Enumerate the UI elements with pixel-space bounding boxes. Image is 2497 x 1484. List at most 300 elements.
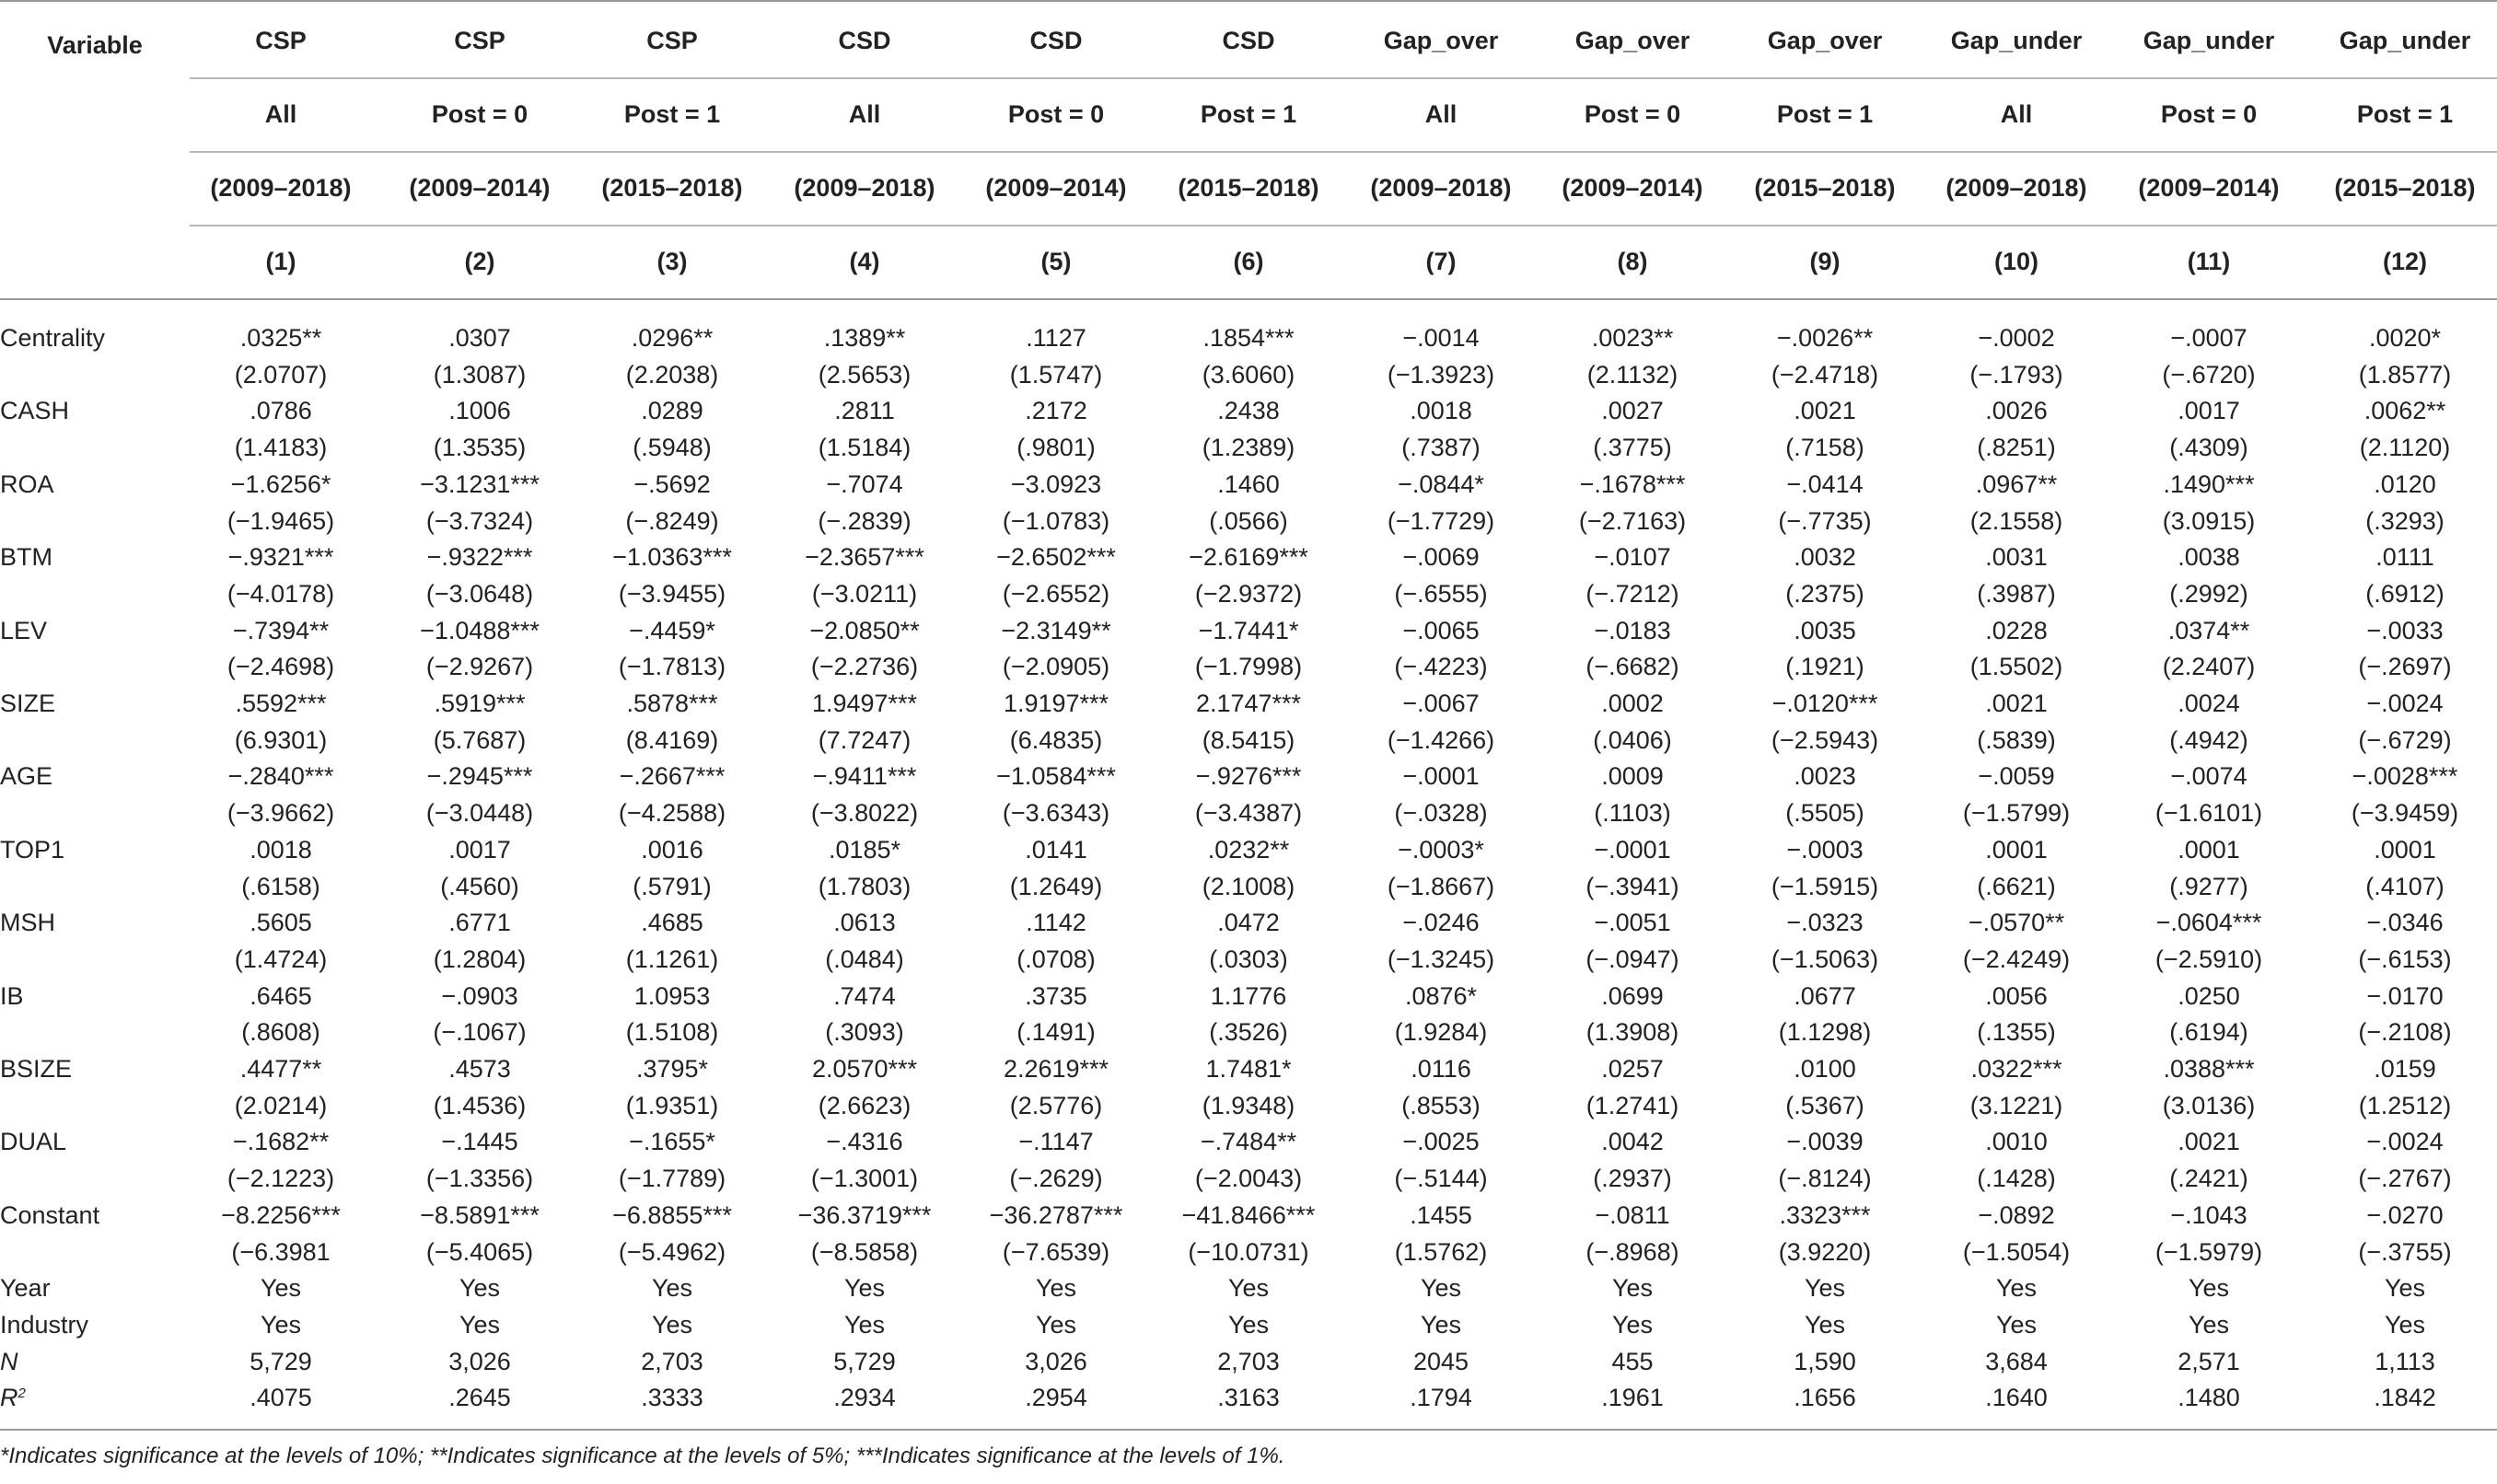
dependent-variable-header: Gap_over <box>1767 27 1883 54</box>
table-cell: (−10.0731) <box>1188 1237 1309 1266</box>
table-cell: −.1445 <box>441 1128 518 1156</box>
table-cell: (1.9351) <box>625 1091 719 1119</box>
row-label <box>0 904 55 941</box>
table-cell: (−.8124) <box>1778 1165 1872 1193</box>
table-cell: .0062** <box>2363 397 2446 425</box>
table-cell: (2.1558) <box>1969 506 2063 535</box>
table-cell: (.4107) <box>2365 872 2445 900</box>
table-row <box>0 612 2497 649</box>
table-cell: (−.2108) <box>2358 1018 2452 1047</box>
table-cell: (1.4183) <box>234 434 328 462</box>
table-cell: .0031 <box>1985 543 2048 572</box>
table-cell: −.0246 <box>1402 909 1480 937</box>
table-cell: (7.7247) <box>818 725 912 754</box>
table-cell: .1640 <box>1985 1384 2048 1412</box>
table-cell: (.5505) <box>1785 799 1864 828</box>
table-row <box>0 1306 2497 1343</box>
table-row <box>0 392 2497 429</box>
table-row <box>0 503 2497 539</box>
table-cell: (−5.4065) <box>425 1237 534 1266</box>
row-label <box>0 319 105 356</box>
table-cell: (3.0136) <box>2162 1091 2256 1119</box>
table-cell: .3735 <box>1025 981 1087 1010</box>
table-cell: (1.9284) <box>1394 1018 1488 1047</box>
table-row <box>0 539 2497 575</box>
table-cell: .0472 <box>1217 909 1280 937</box>
table-cell: (−2.4698) <box>226 653 335 681</box>
table-cell: Yes <box>843 1274 886 1303</box>
table-cell: (.5948) <box>633 434 712 462</box>
table-cell: Yes <box>1420 1310 1462 1339</box>
table-cell: (1.2389) <box>1202 434 1295 462</box>
table-cell: .2811 <box>834 397 895 425</box>
table-cell: −36.2787*** <box>989 1200 1123 1229</box>
table-cell: (−3.9455) <box>618 579 726 608</box>
table-cell: (.5839) <box>1977 725 2056 754</box>
table-cell: .0021 <box>1794 397 1856 425</box>
column-number-header: (9) <box>1809 248 1841 275</box>
table-cell: .0786 <box>250 397 312 425</box>
table-cell: .2934 <box>833 1384 896 1412</box>
table-cell: .5605 <box>250 909 312 937</box>
table-cell: (−6.3981 <box>231 1237 331 1266</box>
row-label-text: R <box>0 1384 18 1412</box>
row-label <box>0 1197 99 1234</box>
table-cell: −.0067 <box>1402 690 1480 717</box>
table-cell: −.0892 <box>1978 1200 2055 1229</box>
table-cell: .0677 <box>1794 981 1856 1010</box>
table-cell: −.9276*** <box>1195 762 1302 791</box>
table-cell: (3.1221) <box>1969 1091 2063 1119</box>
table-cell: (.6194) <box>2169 1018 2248 1047</box>
table-cell: −3.0923 <box>1010 470 1102 498</box>
sample-header: All <box>2000 100 2033 128</box>
table-cell: (2.0707) <box>234 360 328 388</box>
column-number-header: (10) <box>1993 248 2038 275</box>
table-cell: Yes <box>1035 1274 1077 1303</box>
header-row-sample <box>0 77 2497 151</box>
table-cell: (−.1067) <box>433 1018 527 1047</box>
table-cell: −2.6502*** <box>996 543 1116 572</box>
period-header: (2009–2018) <box>794 174 935 202</box>
table-cell: (.0708) <box>1016 945 1096 973</box>
dependent-variable-header: Gap_over <box>1574 27 1690 54</box>
table-cell: .2645 <box>448 1384 511 1412</box>
table-cell: −.0065 <box>1402 616 1480 644</box>
table-cell: −.0074 <box>2170 762 2247 791</box>
table-cell: (.1103) <box>1594 799 1671 828</box>
table-cell: .4685 <box>641 909 703 937</box>
table-cell: (3.9220) <box>1778 1237 1872 1266</box>
table-row <box>0 685 2497 722</box>
table-cell: (.0566) <box>1209 506 1288 535</box>
table-cell: .0967** <box>1975 470 2058 498</box>
table-cell: 455 <box>1611 1347 1654 1375</box>
table-cell: .3333 <box>641 1384 703 1412</box>
table-cell: (−2.5943) <box>1771 725 1879 754</box>
row-label-text: DUAL <box>0 1128 67 1156</box>
table-cell: (−.6555) <box>1394 579 1488 608</box>
table-cell: .0100 <box>1794 1055 1856 1083</box>
table-cell: −.0001 <box>1594 835 1671 864</box>
sample-header: Post = 1 <box>1200 100 1297 128</box>
table-cell: (−3.7324) <box>425 506 534 535</box>
table-cell: (−1.7813) <box>618 653 726 681</box>
table-cell: (1.5762) <box>1394 1237 1488 1266</box>
table-cell: −.0007 <box>2170 324 2247 352</box>
table-cell: 1,113 <box>2375 1347 2435 1375</box>
table-cell: .0232** <box>1207 835 1290 864</box>
table-row <box>0 1234 2497 1270</box>
table-cell: .2172 <box>1025 397 1087 425</box>
bottom-rule <box>0 1429 2497 1431</box>
table-cell: (−3.0211) <box>811 579 918 608</box>
table-cell: .0038 <box>2178 543 2240 572</box>
table-cell: (−2.5910) <box>2154 945 2263 973</box>
table-cell: .0185* <box>828 835 901 864</box>
header-bottom-rule <box>0 298 2497 300</box>
dependent-variable-header: CSD <box>838 27 891 54</box>
table-cell: (−2.1223) <box>226 1165 335 1193</box>
table-cell: (.0484) <box>825 945 904 973</box>
table-cell: 3,684 <box>1985 1347 2048 1375</box>
table-cell: (−.2767) <box>2358 1165 2452 1193</box>
table-cell: .0018 <box>250 835 312 864</box>
table-cell: (2.6623) <box>818 1091 912 1119</box>
table-cell: (−2.6552) <box>1002 579 1110 608</box>
table-cell: .0002 <box>1601 690 1664 717</box>
table-cell: −.0033 <box>2366 616 2444 644</box>
table-cell: 2,571 <box>2178 1347 2240 1375</box>
period-header: (2009–2014) <box>985 174 1127 202</box>
table-cell: .0024 <box>2178 690 2240 717</box>
table-cell: −.0026** <box>1776 324 1874 352</box>
table-cell: (−1.7998) <box>1194 653 1303 681</box>
table-cell: (−.7212) <box>1585 579 1679 608</box>
row-label <box>0 1379 26 1416</box>
table-cell: (−4.0178) <box>226 579 335 608</box>
table-cell: 2.2619*** <box>1003 1055 1109 1083</box>
column-number-header: (12) <box>2382 248 2427 275</box>
period-header: (2009–2014) <box>2138 174 2280 202</box>
table-cell: (1.5108) <box>625 1018 719 1047</box>
table-cell: .4573 <box>448 1055 511 1083</box>
table-cell: (−.3755) <box>2358 1237 2452 1266</box>
table-cell: (−.6729) <box>2358 725 2452 754</box>
table-cell: −.0014 <box>1402 324 1480 352</box>
table-cell: −.0604*** <box>2155 909 2262 937</box>
dependent-variable-header: Gap_under <box>1950 27 2083 54</box>
table-cell: (−.6720) <box>2162 360 2256 388</box>
table-cell: −.0002 <box>1978 324 2055 352</box>
table-cell: −36.3719*** <box>797 1200 932 1229</box>
table-cell: (1.5184) <box>818 434 912 462</box>
table-cell: −.0039 <box>1786 1128 1864 1156</box>
table-cell: −1.6256* <box>230 470 331 498</box>
table-row <box>0 831 2497 868</box>
table-cell: .5878*** <box>626 690 718 717</box>
table-cell: .1142 <box>1026 909 1086 937</box>
table-cell: (−2.9267) <box>425 653 534 681</box>
table-cell: −8.5891*** <box>420 1200 540 1229</box>
row-label-text: BSIZE <box>0 1055 73 1083</box>
table-cell: −.0025 <box>1402 1128 1480 1156</box>
row-label-text: N <box>0 1347 18 1375</box>
table-cell: −.0170 <box>2366 981 2444 1010</box>
table-cell: −.0051 <box>1594 909 1671 937</box>
table-cell: Yes <box>2188 1274 2230 1303</box>
table-cell: (−1.8667) <box>1387 872 1495 900</box>
table-row <box>0 1160 2497 1197</box>
sample-header: Post = 0 <box>431 100 528 128</box>
dependent-variable-header: CSP <box>646 27 698 54</box>
table-cell: .0021 <box>2178 1128 2240 1156</box>
table-cell: Yes <box>459 1274 501 1303</box>
table-cell: .3323*** <box>1779 1200 1871 1229</box>
table-row <box>0 1123 2497 1160</box>
table-cell: (−2.4718) <box>1771 360 1879 388</box>
table-cell: (−1.3923) <box>1387 360 1495 388</box>
table-cell: (−7.6539) <box>1002 1237 1110 1266</box>
table-cell: Yes <box>1227 1310 1270 1339</box>
table-cell: 5,729 <box>250 1347 312 1375</box>
column-number-header: (6) <box>1233 248 1264 275</box>
table-cell: (2.1120) <box>2359 434 2451 462</box>
table-cell: .0020* <box>2368 324 2442 352</box>
table-cell: (.6158) <box>241 872 320 900</box>
table-cell: (−3.9662) <box>226 799 335 828</box>
table-cell: .0699 <box>1601 981 1664 1010</box>
sample-header: Post = 1 <box>2356 100 2454 128</box>
column-number-header: (3) <box>656 248 688 275</box>
dependent-variable-header: Gap_over <box>1383 27 1499 54</box>
table-cell: (.1491) <box>1016 1018 1096 1047</box>
table-cell: −.7074 <box>826 470 903 498</box>
table-cell: (2.2407) <box>2162 653 2256 681</box>
table-cell: −.9411*** <box>812 762 917 791</box>
table-cell: .1006 <box>448 397 511 425</box>
table-cell: .0228 <box>1985 616 2048 644</box>
table-cell: (−1.3356) <box>425 1165 534 1193</box>
row-label-text: AGE <box>0 762 53 791</box>
table-cell: .5592*** <box>235 690 327 717</box>
table-cell: .4075 <box>250 1384 312 1412</box>
table-cell: Yes <box>2384 1310 2426 1339</box>
row-label <box>0 1123 66 1160</box>
row-label-text: Industry <box>0 1310 89 1339</box>
table-cell: Yes <box>651 1274 693 1303</box>
table-cell: .0001 <box>1985 835 2048 864</box>
table-cell: .0016 <box>641 835 703 864</box>
column-number-header: (11) <box>2187 248 2231 275</box>
table-row <box>0 978 2497 1014</box>
table-cell: .0009 <box>1601 762 1664 791</box>
table-cell: −.1682** <box>232 1128 330 1156</box>
column-number-header: (4) <box>849 248 880 275</box>
table-cell: −.0001 <box>1402 762 1480 791</box>
table-cell: (1.9348) <box>1202 1091 1295 1119</box>
table-row <box>0 904 2497 941</box>
table-cell: −.2667*** <box>619 762 726 791</box>
row-label <box>0 466 54 503</box>
sample-header: Post = 1 <box>623 100 721 128</box>
table-row <box>0 1343 2497 1380</box>
table-row <box>0 1014 2497 1050</box>
period-header: (2009–2018) <box>210 174 352 202</box>
row-label-superscript: 2 <box>17 1385 26 1402</box>
table-cell: .4477** <box>239 1055 322 1083</box>
table-cell: (−.2697) <box>2358 653 2452 681</box>
table-cell: (1.2804) <box>433 945 527 973</box>
table-cell: −.0270 <box>2366 1200 2444 1229</box>
table-cell: (1.2741) <box>1585 1091 1679 1119</box>
table-cell: (.2375) <box>1785 579 1864 608</box>
table-cell: −.0844* <box>1398 470 1484 498</box>
table-cell: .3163 <box>1217 1384 1280 1412</box>
table-cell: (−1.0783) <box>1002 506 1110 535</box>
sample-header: Post = 0 <box>1007 100 1105 128</box>
table-cell: (−.5144) <box>1394 1165 1488 1193</box>
table-cell: (.8553) <box>1401 1091 1481 1119</box>
table-cell: (2.1008) <box>1202 872 1295 900</box>
table-cell: (3.0915) <box>2162 506 2256 535</box>
table-cell: (−3.0448) <box>425 799 534 828</box>
table-cell: .0307 <box>448 324 511 352</box>
table-cell: .0026 <box>1985 397 2048 425</box>
table-cell: (−1.7789) <box>618 1165 726 1193</box>
table-cell: −.0059 <box>1978 762 2055 791</box>
table-cell: .0017 <box>2178 397 2240 425</box>
table-cell: −.2840*** <box>227 762 334 791</box>
sample-header: All <box>264 100 297 128</box>
table-cell: (−.0328) <box>1394 799 1488 828</box>
table-cell: −.0024 <box>2366 690 2444 717</box>
table-row <box>0 722 2497 759</box>
table-cell: −.1678*** <box>1579 470 1686 498</box>
table-cell: (.3987) <box>1977 579 2056 608</box>
table-cell: −.5692 <box>633 470 711 498</box>
table-cell: −.0570** <box>1968 909 2065 937</box>
table-cell: .1389** <box>823 324 906 352</box>
table-cell: −.4316 <box>826 1128 903 1156</box>
table-row <box>0 1270 2497 1306</box>
table-cell: (.5791) <box>633 872 712 900</box>
table-cell: (−3.6343) <box>1002 799 1110 828</box>
table-cell: .0027 <box>1601 397 1664 425</box>
column-number-header: (2) <box>464 248 495 275</box>
table-cell: (.8608) <box>241 1018 320 1047</box>
table-cell: −.0107 <box>1594 543 1671 572</box>
table-cell: (−1.4266) <box>1387 725 1495 754</box>
table-cell: (−3.8022) <box>810 799 919 828</box>
table-cell: 1.9497*** <box>811 690 918 717</box>
column-number-header: (5) <box>1040 248 1072 275</box>
table-cell: .0021 <box>1985 690 2048 717</box>
table-cell: (.4942) <box>2169 725 2248 754</box>
table-cell: .2954 <box>1025 1384 1087 1412</box>
table-cell: −.0024 <box>2366 1128 2444 1156</box>
table-row <box>0 1197 2497 1234</box>
table-cell: (−1.3245) <box>1387 945 1495 973</box>
table-cell: (−2.2736) <box>810 653 919 681</box>
table-cell: 1,590 <box>1794 1347 1856 1375</box>
table-cell: (.4309) <box>2169 434 2248 462</box>
table-cell: −1.0488*** <box>420 616 540 644</box>
table-cell: (−1.5799) <box>1962 799 2071 828</box>
sample-header: Post = 0 <box>1584 100 1681 128</box>
table-cell: (.0303) <box>1209 945 1288 973</box>
table-cell: −.4459* <box>629 616 715 644</box>
table-row <box>0 1087 2497 1124</box>
table-cell: Yes <box>2188 1310 2230 1339</box>
row-label <box>0 1270 51 1306</box>
table-cell: Yes <box>459 1310 501 1339</box>
table-cell: .0116 <box>1411 1055 1471 1083</box>
row-label <box>0 831 64 868</box>
table-cell: (2.5776) <box>1009 1091 1103 1119</box>
row-label-text: MSH <box>0 909 55 937</box>
table-cell: .6771 <box>448 909 511 937</box>
dependent-variable-header: Gap_under <box>2143 27 2275 54</box>
table-row <box>0 648 2497 685</box>
table-cell: .0613 <box>833 909 896 937</box>
header-row-column-numbers <box>0 225 2497 298</box>
table-cell: (−.6682) <box>1585 653 1679 681</box>
table-cell: (−.4223) <box>1394 653 1488 681</box>
table-cell: Yes <box>1995 1310 2038 1339</box>
table-cell: (−3.9459) <box>2351 799 2459 828</box>
table-row <box>0 868 2497 905</box>
table-cell: 1.1776 <box>1210 981 1287 1010</box>
table-cell: −.0346 <box>2366 909 2444 937</box>
table-cell: (3.6060) <box>1202 360 1295 388</box>
table-cell: (.2992) <box>2169 579 2248 608</box>
table-cell: −.0003* <box>1398 835 1484 864</box>
table-cell: (−4.2588) <box>618 799 726 828</box>
table-cell: (.3093) <box>825 1018 904 1047</box>
table-cell: (.0406) <box>1593 725 1672 754</box>
table-cell: .0120 <box>2374 470 2436 498</box>
table-cell: −2.6169*** <box>1189 543 1308 572</box>
period-header: (2015–2018) <box>2334 174 2476 202</box>
table-cell: (−.7735) <box>1778 506 1872 535</box>
period-header: (2015–2018) <box>1178 174 1319 202</box>
table-cell: Yes <box>651 1310 693 1339</box>
table-cell: .0023 <box>1794 762 1856 791</box>
table-cell: −.9321*** <box>227 543 334 572</box>
table-footnote: *Indicates significance at the levels of 10%; **Indicates significance at the levels of 5%; ***Indicates significance at the levels of 1%. <box>0 1443 1285 1468</box>
table-cell: (−2.0043) <box>1194 1165 1303 1193</box>
table-cell: .1842 <box>2374 1384 2436 1412</box>
table-cell: −.7394** <box>232 616 330 644</box>
table-cell: −.0903 <box>441 981 518 1010</box>
table-cell: (.3526) <box>1209 1018 1288 1047</box>
table-cell: −.2945*** <box>426 762 533 791</box>
table-cell: .0032 <box>1794 543 1856 572</box>
table-cell: −2.3149** <box>1001 616 1111 644</box>
table-cell: Yes <box>1420 1274 1462 1303</box>
table-cell: (.1428) <box>1977 1165 2056 1193</box>
column-number-header: (1) <box>265 248 296 275</box>
table-cell: .0325** <box>239 324 322 352</box>
table-cell: (−3.4387) <box>1194 799 1303 828</box>
table-cell: .0001 <box>2374 835 2436 864</box>
table-cell: (.9277) <box>2169 872 2248 900</box>
table-cell: Yes <box>1227 1274 1270 1303</box>
dependent-variable-header: CSD <box>1029 27 1083 54</box>
table-cell: Yes <box>260 1310 302 1339</box>
table-cell: 2,703 <box>641 1347 703 1375</box>
